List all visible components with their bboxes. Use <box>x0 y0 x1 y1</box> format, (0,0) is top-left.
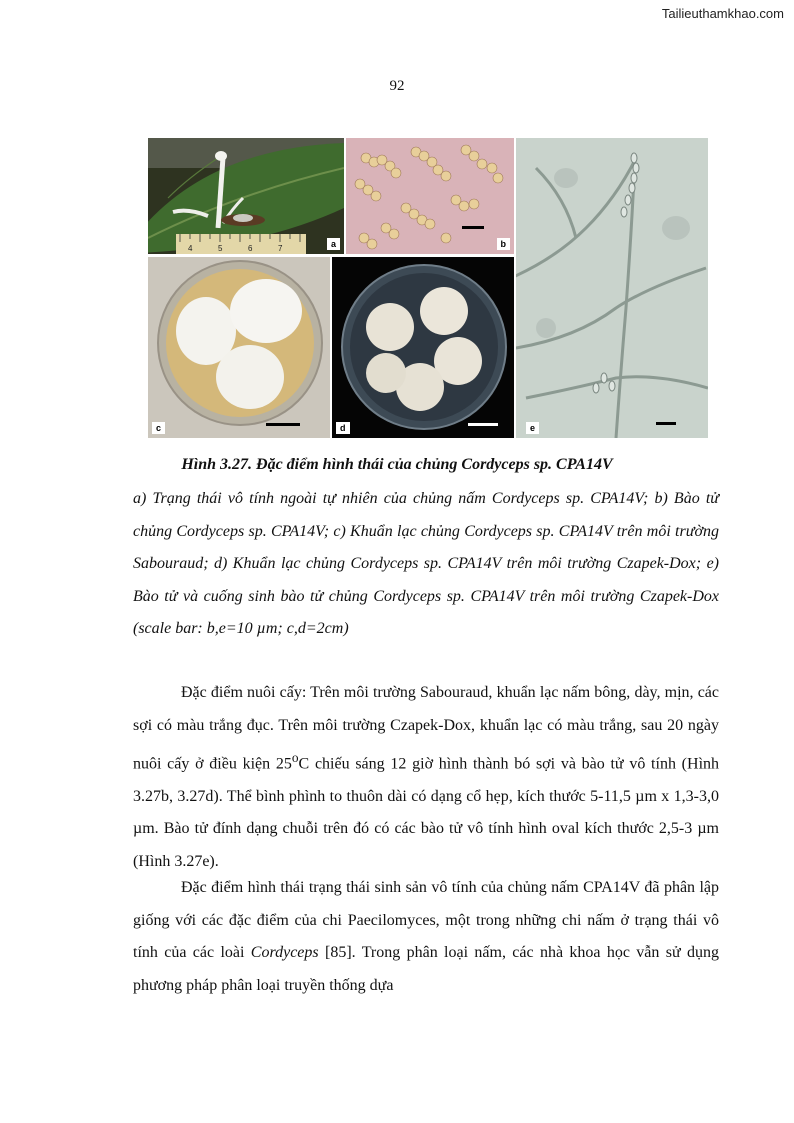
scale-bar-b <box>462 226 484 229</box>
panel-d-photo <box>332 257 514 438</box>
panel-a-photo <box>148 138 344 254</box>
paragraph-text: Đặc điểm nuôi cấy: Trên môi trường Sabouraud, khuẩn lạc nấm bông, dày, mịn, các sợi có màu trắng đục. Trên môi trường Czapek-Dox, khuẩn lạc có màu trắng, sau 20 ngày nuôi cấy ở điều kiện 25 <box>133 684 719 773</box>
degree-superscript: o <box>291 750 299 765</box>
panel-b-photo <box>346 138 514 254</box>
panel-e-photo <box>516 138 708 438</box>
panel-label-a: a <box>327 238 340 250</box>
petri-dish-czapek-dox <box>332 257 514 438</box>
panel-label-e: e <box>526 422 539 434</box>
figure-caption-body: a) Trạng thái vô tính ngoài tự nhiên của chủng nấm Cordyceps sp. CPA14V; b) Bào tử chủng Cordyceps sp. CPA14V; c) Khuẩn lạc chủng Cordyceps sp. CPA14V trên môi trường Sabouraud; d) Khuẩn lạc chủng Cordyceps sp. CPA14V trên môi trường Czapek-Dox; e) Bào tử và cuống sinh bào tử chủng Cordyceps sp. CPA14V trên môi trường Czapek-Dox (scale bar: b,e=10 µm; c,d=2cm) <box>133 490 719 637</box>
scale-bar-e <box>656 422 676 425</box>
figure-3-27 <box>148 138 708 438</box>
ruler-number: 4 <box>188 244 193 253</box>
ruler-number: 5 <box>218 244 223 253</box>
paragraph-text: C chiếu sáng 12 giờ hình thành bó sợi và bào tử vô tính (Hình 3.27b, 3.27d). Thể bình phình to thuôn dài có dạng cổ hẹp, kích thước 5-11,5 µm x 1,3-3,0 µm. Bào tử đính dạng chuỗi trên đó có các bào tử vô tính hình oval kích thước 2,5-3 µm (Hình 3.27e). <box>133 755 720 870</box>
ruler-number: 7 <box>278 244 283 253</box>
panel-label-d: d <box>336 422 350 434</box>
paragraph-culture-characteristics <box>133 677 719 878</box>
watermark: Tailieuthamkhao.com <box>661 6 784 21</box>
conidiophore-micrograph <box>516 138 708 438</box>
paragraph-morphology <box>133 872 719 1002</box>
spores-micrograph <box>346 138 514 254</box>
paragraph-text: Đặc điểm hình thái trạng thái sinh sản vô tính của chủng nấm CPA14V đã phân lập giống với các đặc điểm của chi Paecilomyces, một trong những chi nấm ở trạng thái vô tính của các loài <box>133 879 719 961</box>
genus-name: Cordyceps <box>250 944 319 961</box>
scale-bar-c <box>266 423 300 426</box>
leaf-fungus-image <box>148 138 344 254</box>
page-number: 92 <box>389 78 405 94</box>
scale-bar-d <box>468 423 498 426</box>
panel-label-b: b <box>497 238 511 250</box>
panel-label-c: c <box>152 422 165 434</box>
petri-dish-sabouraud <box>148 257 330 438</box>
panel-c-photo <box>148 257 330 438</box>
figure-caption-title: Hình 3.27. Đặc điểm hình thái của chủng Cordyceps sp. CPA14V <box>181 456 613 473</box>
paragraph-text: [85]. Trong phân loại nấm, các nhà khoa học vẫn sử dụng phương pháp phân loại truyền thống dựa <box>133 944 720 994</box>
ruler-number: 6 <box>248 244 253 253</box>
